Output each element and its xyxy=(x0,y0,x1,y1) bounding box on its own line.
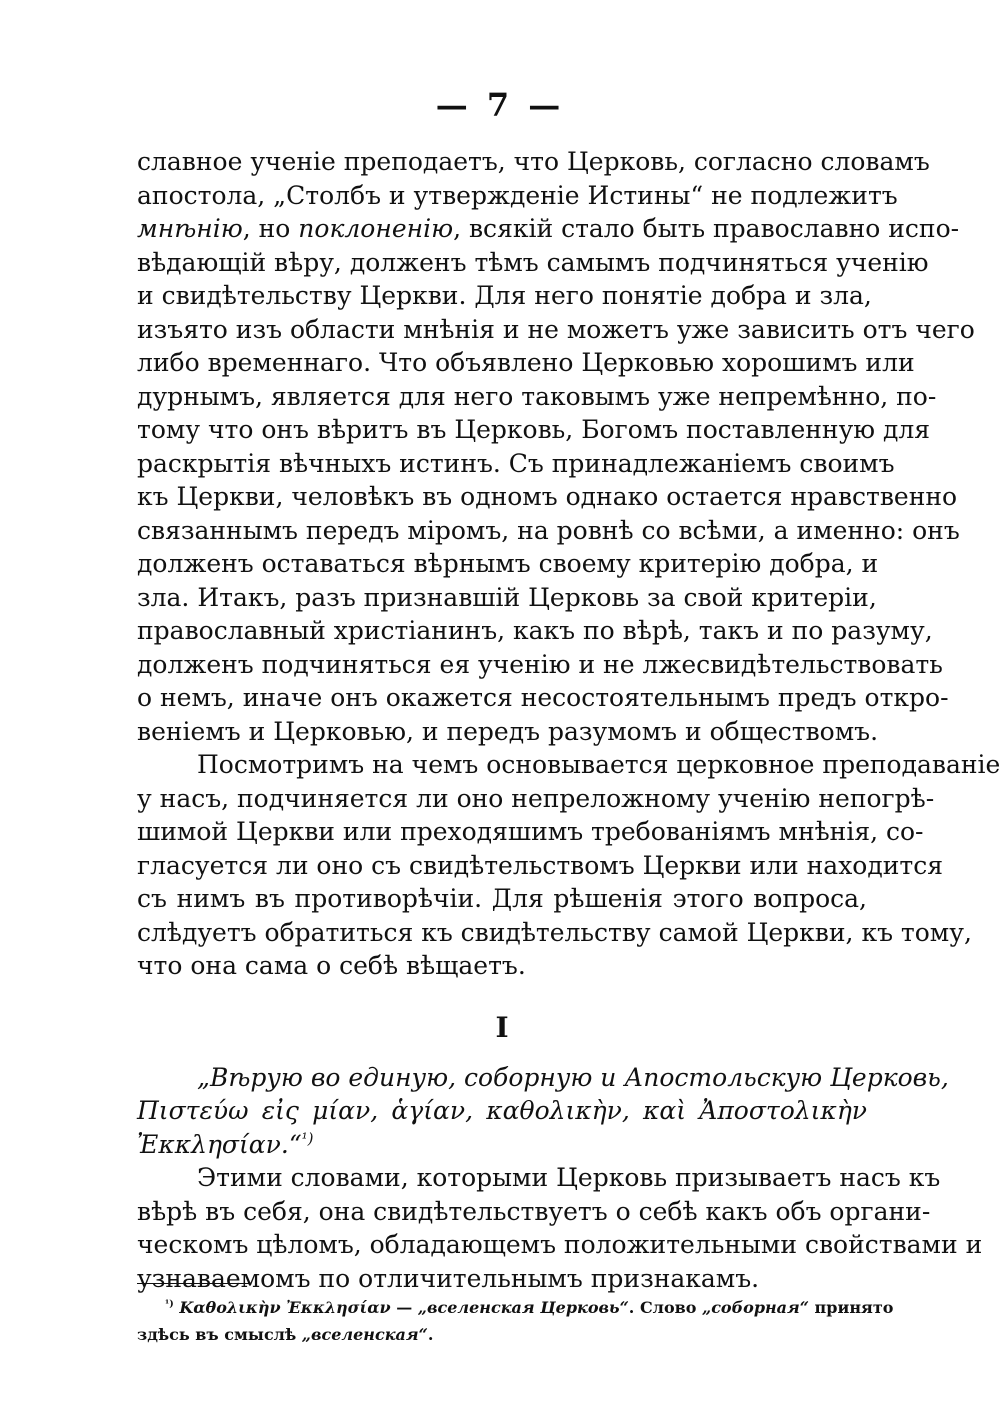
text-line: слѣдуетъ обратиться къ свидѣтельству самой Церкви, къ тому, xyxy=(137,917,972,947)
footnote xyxy=(137,1294,894,1348)
body-text xyxy=(137,145,1000,1295)
footnote-text: принято xyxy=(808,1298,894,1317)
text-line: вѣрѣ въ себя, она свидѣтельствуетъ о себѣ какъ объ органи- xyxy=(137,1196,931,1226)
footnote-divider xyxy=(137,1283,249,1284)
footnote-line xyxy=(137,1294,894,1321)
text-line: шимой Церкви или преходяшимъ требованіямъ мнѣнія, со- xyxy=(137,817,924,846)
section-numeral: I xyxy=(495,1010,509,1044)
footnote-word: „соборная“ xyxy=(701,1298,809,1317)
text-line xyxy=(137,212,960,246)
paragraph-1 xyxy=(137,145,975,748)
footnote-greek: Καθολικὴν Ἐκκλησίαν xyxy=(179,1298,391,1317)
italic-word: поклоненію xyxy=(298,214,454,243)
text-line: о немъ, иначе онъ окажется несостоятельнымъ предъ откро- xyxy=(137,683,949,712)
text-fragment: , но xyxy=(242,214,299,243)
text-line: вѣдающій вѣру, долженъ тѣмъ самымъ подчиняться ученію xyxy=(137,247,929,277)
text-line: изъято изъ области мнѣнія и не можетъ уже зависить отъ чего xyxy=(137,314,975,344)
footnote-marker: ¹) xyxy=(165,1298,174,1310)
text-line: дурнымъ, является для него таковымъ уже непремѣнно, по- xyxy=(137,381,937,411)
text-line: Этими словами, которыми Церковь призываетъ насъ къ xyxy=(197,1163,941,1192)
text-line: ческомъ цѣломъ, обладающемъ положительными свойствами и xyxy=(137,1230,983,1259)
text-line: къ Церкви, человѣкъ въ одномъ однако остается нравственно xyxy=(137,482,958,511)
creed-greek-word: Ἐκκλησίαν.“ xyxy=(137,1129,302,1159)
text-line: и свидѣтельству Церкви. Для него понятіе добра и зла, xyxy=(137,281,872,310)
text-line: апостола, „Столбъ и утвержденіе Истины“ не подлежитъ xyxy=(137,180,898,210)
paragraph-3 xyxy=(137,1161,983,1295)
text-line: раскрытія вѣчныхъ истинъ. Съ принадлежаніемъ своимъ xyxy=(137,448,895,478)
footnote-reference: ¹) xyxy=(301,1129,314,1148)
text-line: православный христіанинъ, какъ по вѣрѣ, такъ и по разуму, xyxy=(137,616,933,645)
text-line: у насъ, подчиняется ли оно непреложному ученію непогрѣ- xyxy=(137,783,935,813)
text-line: Посмотримъ на чемъ основывается церковное преподаваніе xyxy=(197,750,1000,779)
text-line: тому что онъ вѣритъ въ Церковь, Богомъ поставленную для xyxy=(137,415,931,444)
creed-line-russian: „Вѣрую во единую, соборную и Апостольскую Церковь, xyxy=(197,1062,949,1092)
text-line: что она сама о себѣ вѣщаетъ. xyxy=(137,951,526,980)
text-line: долженъ оставаться вѣрнымъ своему критерію добра, и xyxy=(137,549,879,578)
paragraph-2 xyxy=(137,748,1000,983)
creed-quote xyxy=(137,1061,949,1162)
footnote-text: . Слово xyxy=(628,1298,702,1317)
footnote-line xyxy=(137,1321,867,1348)
text-line: связаннымъ передъ міромъ, на ровнѣ со всѣми, а именно: онъ xyxy=(137,515,960,545)
page-number: — 7 — xyxy=(435,86,565,124)
text-line: долженъ подчиняться ея ученію и не лжесвидѣтельствовать xyxy=(137,649,943,679)
footnote-italic: „вселенская“ xyxy=(301,1325,428,1344)
italic-word: мнѣнію xyxy=(137,214,243,243)
text-line: съ нимъ въ противорѣчіи. Для рѣшенія этого вопроса, xyxy=(137,884,867,913)
creed-line-greek-end xyxy=(137,1128,867,1162)
footnote-translation: „вселенская Церковь“ xyxy=(417,1298,629,1317)
text-line: славное ученіе преподаетъ, что Церковь, согласно словамъ xyxy=(137,147,930,176)
text-fragment: , всякій стало быть православно испо- xyxy=(453,214,960,243)
text-line: либо временнаго. Что объявлено Церковью хорошимъ или xyxy=(137,348,915,377)
footnote-text: . xyxy=(427,1325,434,1344)
text-line: зла. Итакъ, разъ признавшій Церковь за свой критеріи, xyxy=(137,582,877,612)
footnote-text: здѣсь въ смыслѣ xyxy=(137,1325,302,1344)
text-line: веніемъ и Церковью, и передъ разумомъ и обществомъ. xyxy=(137,716,879,746)
footnote-dash: — xyxy=(390,1298,418,1317)
creed-line-greek: Πιστεύω εἰς μίαν, ἁγίαν, καθολικὴν, καὶ Ἀποστολικὴν xyxy=(137,1096,867,1125)
text-line: узнаваемомъ по отличительнымъ признакамъ. xyxy=(137,1263,760,1293)
text-line: гласуется ли оно съ свидѣтельствомъ Церкви или находится xyxy=(137,850,944,880)
